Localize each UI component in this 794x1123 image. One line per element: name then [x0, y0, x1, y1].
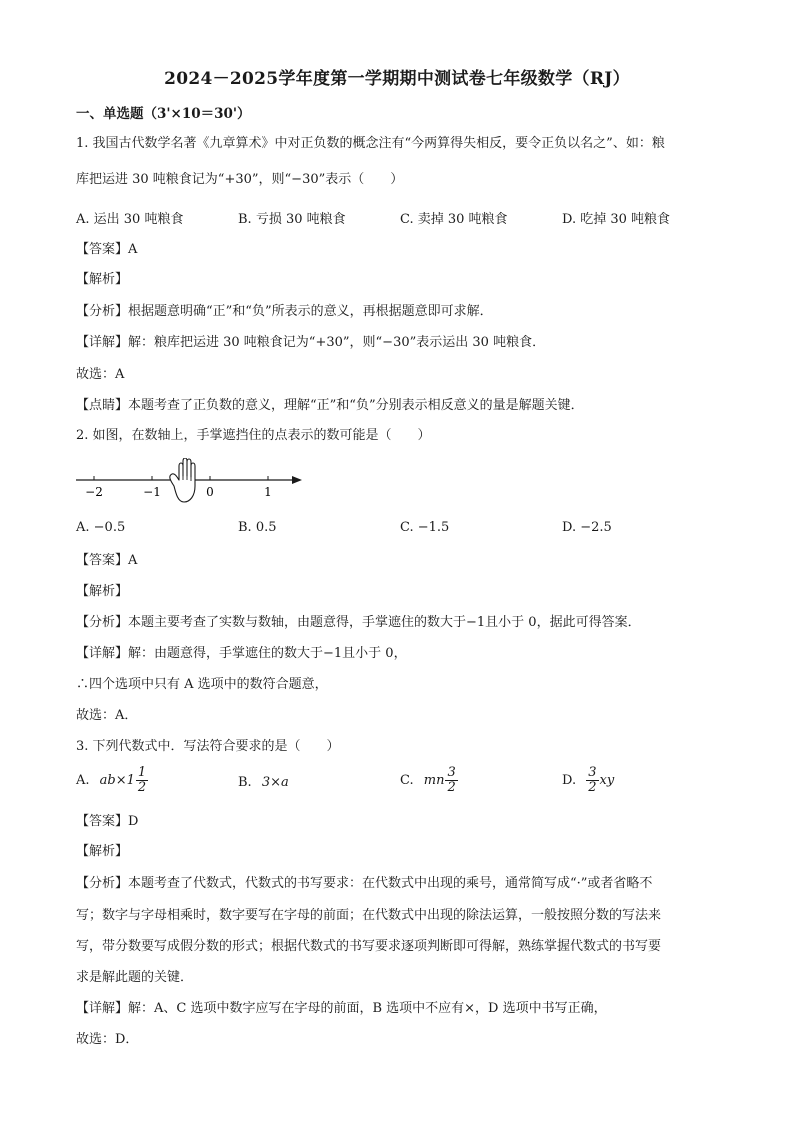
q3-options [76, 766, 754, 802]
q3-option-c-numerator: 3 [447, 765, 456, 780]
section-heading: 一、单选题（3'×10＝30'） [76, 106, 251, 122]
q3-option-d-denominator: 2 [588, 780, 597, 795]
label-one: 1 [264, 485, 272, 499]
q3-fenxi-line2: 写；数字与字母相乘时，数字要写在字母的前面；在代数式中出现的除法运算，一般按照分数的写法来 [76, 908, 662, 923]
q3-option-c-denominator: 2 [447, 780, 456, 795]
q1-options [76, 208, 754, 232]
q3-option-d [562, 766, 614, 795]
q3-analysis-label: 【解析】 [76, 844, 129, 859]
q1-dianjing: 【点睛】本题考查了正负数的意义，理解“正”和“负”分别表示相反意义的量是解题关键． [76, 398, 584, 413]
q1-stem-line2: 库把运进 30 吨粮食记为“+30”，则“−30”表示（ ） [76, 172, 404, 187]
q3-fenxi-line3: 写，带分数要写成假分数的形式；根据代数式的书写要求逐项判断即可得解，熟练掌握代数式的书写要 [76, 939, 662, 954]
q2-xiangjie: 【详解】解：由题意得，手掌遮住的数大于−1且小于 0， [76, 646, 407, 661]
q2-option-b: B. 0.5 [238, 520, 277, 535]
q3-option-c-fraction [445, 766, 457, 795]
q3-option-a-denominator: 2 [137, 780, 147, 795]
q1-option-d: D. 吃掉 30 吨粮食 [562, 212, 671, 227]
q2-stem: 2. 如图，在数轴上，手掌遮挡住的点表示的数可能是（ ） [76, 428, 431, 443]
q3-choice: 故选：D． [76, 1032, 139, 1047]
q1-fenxi: 【分析】根据题意明确“正”和“负”所表示的意义，再根据题意即可求解． [76, 304, 493, 319]
q3-xiangjie: 【详解】解：A、C 选项中数字应写在字母的前面，B 选项中不应有×，D 选项中书写正确， [76, 1001, 607, 1016]
q2-option-c: C. −1.5 [400, 520, 450, 535]
q1-stem-line1: 1. 我国古代数学名著《九章算术》中对正负数的概念注有“今两算得失相反，要令正负以名之”、如：粮 [76, 136, 665, 151]
q2-therefore: ∴四个选项中只有 A 选项中的数符合题意， [76, 677, 328, 692]
q3-fenxi-line1: 【分析】本题考查了代数式，代数式的书写要求：在代数式中出现的乘号，通常简写成“·”或者省略不 [76, 876, 653, 891]
q3-option-a-label: A. [76, 773, 90, 788]
q1-option-b: B. 亏损 30 吨粮食 [238, 212, 346, 227]
label-zero: 0 [206, 485, 214, 499]
q2-analysis-label: 【解析】 [76, 584, 129, 599]
label-minus-1: −1 [143, 485, 161, 499]
q2-option-d: D. −2.5 [562, 520, 612, 535]
hand-icon [170, 458, 195, 502]
q3-option-c [400, 766, 459, 795]
q3-option-b-label: B. [238, 775, 252, 790]
q2-options [76, 520, 754, 544]
q1-option-a: A. 运出 30 吨粮食 [76, 212, 184, 227]
q1-xiangjie: 【详解】解：粮库把运进 30 吨粮食记为“+30”，则“−30”表示运出 30 吨粮食． [76, 335, 546, 350]
number-line-figure [70, 458, 310, 504]
page-title: 2024－2025学年度第一学期期中测试卷七年级数学（RJ） [164, 69, 630, 89]
label-minus-2: −2 [85, 485, 103, 499]
q2-answer: 【答案】A [76, 553, 138, 568]
q3-option-a [76, 766, 149, 795]
q3-stem: 3. 下列代数式中．写法符合要求的是（ ） [76, 739, 340, 754]
q1-choice: 故选：A [76, 367, 125, 382]
q3-option-a-numerator: 1 [137, 765, 147, 780]
q3-answer: 【答案】D [76, 814, 139, 829]
q1-option-c: C. 卖掉 30 吨粮食 [400, 212, 508, 227]
q2-option-a: A. −0.5 [76, 520, 126, 535]
axis-arrow-icon [292, 476, 302, 484]
q2-choice: 故选：A． [76, 708, 138, 723]
q3-fenxi-line4: 求是解此题的关键． [76, 970, 194, 985]
q3-option-b [238, 775, 289, 790]
q3-option-d-expr: xy [599, 773, 615, 788]
q3-option-d-numerator: 3 [588, 765, 597, 780]
q3-option-d-fraction [586, 766, 598, 795]
q2-fenxi: 【分析】本题主要考查了实数与数轴，由题意得，手掌遮住的数大于−1且小于 0，据此可得答案． [76, 615, 641, 630]
q3-option-d-label: D. [562, 773, 577, 788]
q3-option-a-expr: ab×1 [99, 773, 135, 788]
q1-answer: 【答案】A [76, 242, 138, 257]
q1-analysis-label: 【解析】 [76, 272, 129, 287]
q3-option-a-fraction [136, 766, 148, 795]
q3-option-b-expr: 3×a [261, 775, 289, 790]
q3-option-c-label: C. [400, 773, 414, 788]
q3-option-c-expr: mn [423, 773, 445, 788]
